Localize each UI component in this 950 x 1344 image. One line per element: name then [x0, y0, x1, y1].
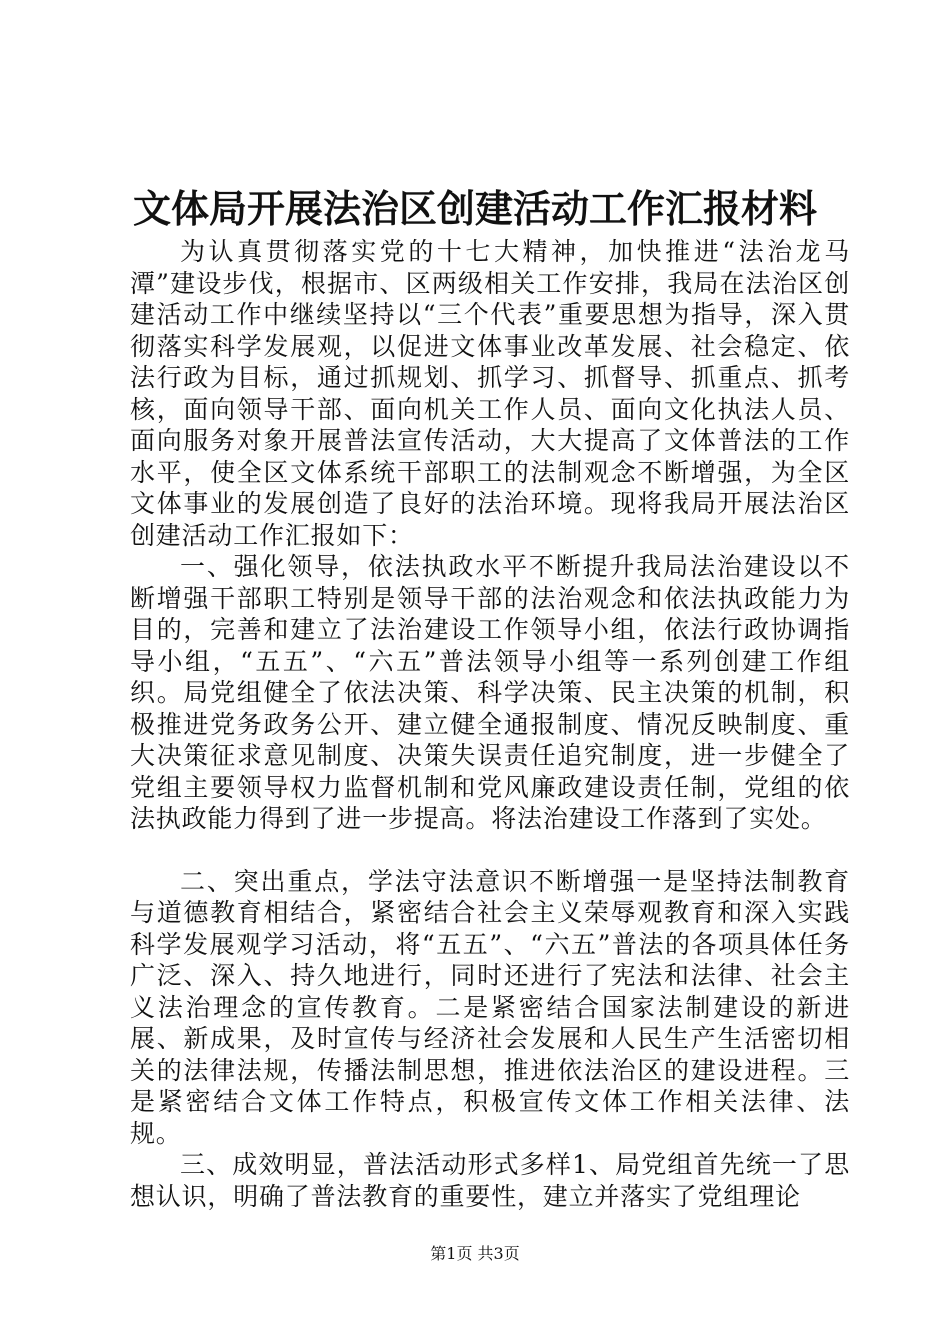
- document-title: 文体局开展法治区创建活动工作汇报材料: [132, 187, 817, 231]
- section-three-paragraph: 三、成效明显，普法活动形式多样1、局党组首先统一了思想认识，明确了普法教育的重要性，建立并落实了党组理论: [130, 1150, 850, 1211]
- page-number-footer: 第1页 共3页: [430, 1244, 520, 1263]
- section-two-paragraph: 二、突出重点，学法守法意识不断增强一是坚持法制教育与道德教育相结合，紧密结合社会主义荣辱观教育和深入实践科学发展观学习活动，将“五五”、“六五”普法的各项具体任务广泛、深入、持久地进行，同时还进行了宪法和法律、社会主义法治理念的宣传教育。二是紧密结合国家法制建设的新进展、新成果，及时宣传与经济社会发展和人民生产生活密切相关的法律法规，传播法制思想，推进依法治区的建设进程。三是紧密结合文体工作特点，积极宣传文体工作相关法律、法规。: [130, 866, 850, 1148]
- intro-paragraph: 为认真贯彻落实党的十七大精神，加快推进“法治龙马潭”建设步伐，根据市、区两级相关工作安排，我局在法治区创建活动工作中继续坚持以“三个代表”重要思想为指导，深入贯彻落实科学发展观，以促进文体事业改革发展、社会稳定、依法行政为目标，通过抓规划、抓学习、抓督导、抓重点、抓考核，面向领导干部、面向机关工作人员、面向文化执法人员、面向服务对象开展普法宣传活动，大大提高了文体普法的工作水平，使全区文体系统干部职工的法制观念不断增强，为全区文体事业的发展创造了良好的法治环境。现将我局开展法治区创建活动工作汇报如下：: [130, 237, 850, 550]
- document-body: [130, 236, 850, 1212]
- section-one-paragraph: 一、强化领导，依法执政水平不断提升我局法治建设以不断增强干部职工特别是领导干部的法治观念和依法执政能力为目的，完善和建立了法治建设工作领导小组，依法行政协调指导小组，“五五”、“六五”普法领导小组等一系列创建工作组织。局党组健全了依法决策、科学决策、民主决策的机制，积极推进党务政务公开、建立健全通报制度、情况反映制度、重大决策征求意见制度、决策失误责任追究制度，进一步健全了党组主要领导权力监督机制和党风廉政建设责任制，党组的依法执政能力得到了进一步提高。将法治建设工作落到了实处。: [130, 552, 850, 833]
